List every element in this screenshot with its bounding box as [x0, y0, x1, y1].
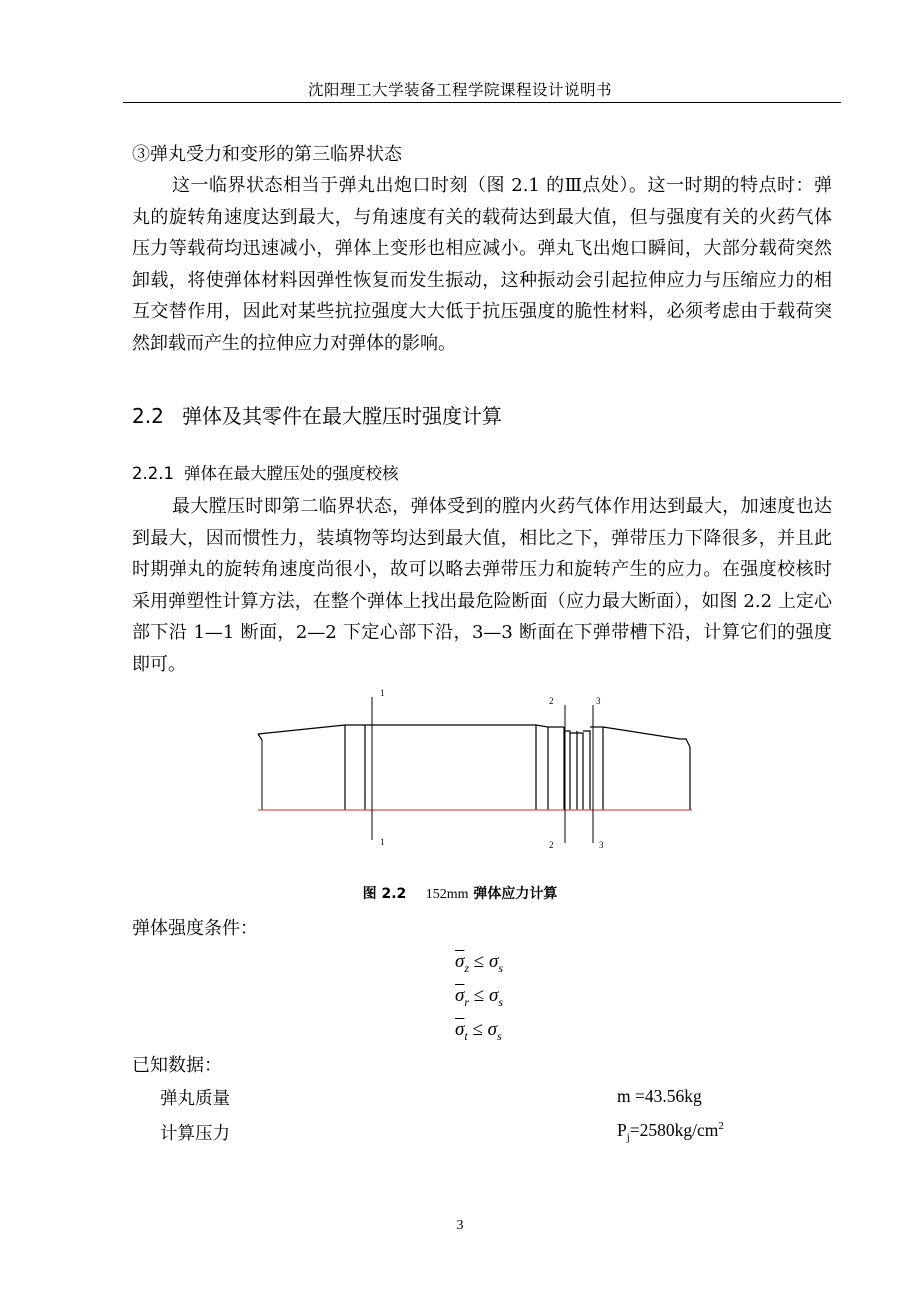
section-label-3-bottom: 3 — [599, 840, 604, 850]
caption-prefix: 图 2.2 — [362, 886, 407, 902]
projectile-mass-label: 弹丸质量 — [160, 1089, 230, 1109]
formula-z: $\overline{\sigma}_z \le \sigma_s$ — [455, 951, 504, 975]
section-label-1-top: 1 — [380, 688, 385, 698]
section-lines — [372, 697, 593, 843]
paragraph-critical-state-3: 这一临界状态相当于弹丸出炮口时刻（图 2.1 的Ⅲ点处）。这一时期的特点时：弹丸的旋转角速度达到最大，与角速度有关的载荷达到最大值，但与强度有关的火药气体压力等载荷均迅速减小，弹体上变形也相应减小。弹丸飞出炮口瞬间，大部分载荷突然卸载，将使弹体材料因弹性恢复而发生振动，这种振动会引起拉伸应力与压缩应力的相互交替作用，因此对某些抗拉强度大大低于抗压强度的脆性材料，必须考虑由于载荷突然卸载而产生的拉伸应力对弹体的影响。 — [132, 175, 832, 354]
caption-size: 152mm — [425, 887, 469, 902]
section-item-text: 弹丸受力和变形的第三临界状态 — [150, 144, 402, 165]
known-data-label: 已知数据： — [132, 1055, 222, 1076]
section-title: 弹体及其零件在最大膛压时强度计算 — [182, 404, 502, 428]
circled-number: ③ — [132, 144, 150, 165]
paragraph-max-pressure: 最大膛压时即第二临界状态，弹体受到的膛内火药气体作用达到最大，加速度也达到最大，因而惯性力，装填物等均达到最大值，相比之下，弹带压力下降很多，并且此时期弹丸的旋转角速度尚很小，故可以略去弹带压力和旋转产生的应力。在强度校核时采用弹塑性计算方法，在整个弹体上找出最危险断面（应力最大断面），如图 2.2 上定心部下沿 1—1 断面，2—2 下定心部下沿，3—3 断面在下弹带槽下沿，计算它们的强度即可。 — [132, 496, 832, 675]
figure-caption — [0, 883, 920, 903]
section-label-2-bottom: 2 — [549, 840, 554, 850]
strength-condition-label: 弹体强度条件： — [132, 918, 258, 939]
subsection-number: 2.2.1 — [132, 464, 174, 483]
caption-text: 弹体应力计算 — [473, 886, 558, 902]
design-pressure-label: 计算压力 — [160, 1124, 230, 1144]
projectile-outline — [258, 725, 690, 810]
projectile-mass-value: m =43.56kg — [617, 1086, 702, 1106]
page-header: 沈阳理工大学装备工程学院课程设计说明书 — [307, 81, 612, 99]
subsection-title: 弹体在最大膛压处的强度校核 — [184, 464, 399, 483]
section-label-1-bottom: 1 — [380, 837, 385, 847]
formula-r: $\overline{\sigma}_r \le \sigma_s$ — [455, 985, 504, 1009]
section-label-3-top: 3 — [596, 696, 601, 706]
section-label-2-top: 2 — [549, 696, 554, 706]
design-pressure-value: $P_j=2580kg/cm^2$ — [617, 1120, 724, 1144]
page-number: 3 — [456, 1218, 464, 1233]
formula-t: $\overline{\sigma}_t \le \sigma_s$ — [455, 1019, 502, 1043]
section-number: 2.2 — [132, 404, 164, 428]
